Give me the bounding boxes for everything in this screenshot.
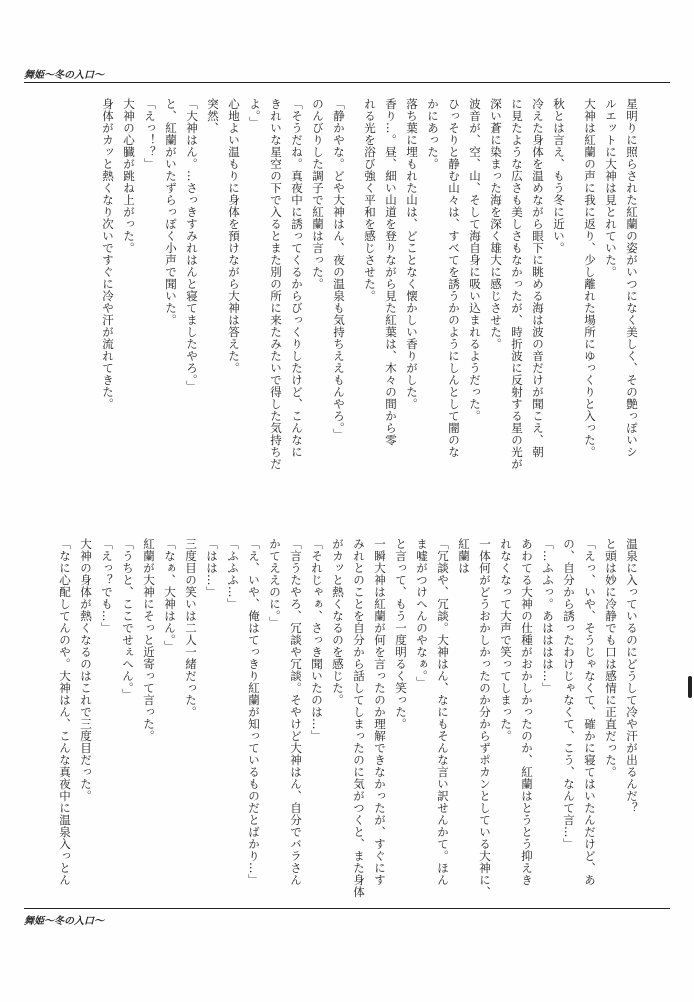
text-line: 「冗談や、冗談。大神はん、なにもそんな言い訳せんかて。ほん [436, 538, 450, 886]
text-line: 心地よい温もりに身体を預けながら大神は答えた。 [227, 98, 241, 374]
text-line: あわてる大神の仕種がおかしかったのか、紅蘭はとうとう抑えき [520, 538, 534, 886]
running-header: 舞姫〜冬の入口〜 [24, 70, 104, 81]
text-line: みれとのことを自分から話してしまったのに気がつくと、また身体 [352, 538, 366, 898]
text-line: 香り…。昼、細い山道を登りながら見た紅葉は、木々の間から零 [384, 98, 398, 446]
text-line: 大神の身体が熱くなるのはこれで三度目だった。 [79, 538, 93, 802]
text-line: 一瞬大神は紅蘭が何を言ったのか理解できなかったが、すぐにす [373, 538, 387, 886]
lower-text-block [58, 538, 642, 898]
text-line: がカッと熱くなるのを感じた。 [331, 538, 345, 706]
text-line: 「言うたやろ、冗談や冗談。そやけど大神はん、自分でバラさん [289, 538, 303, 886]
text-line: 「はは…」 [205, 538, 219, 598]
text-line: 大神の心臓が跳ね上がった。 [122, 98, 136, 254]
text-line [349, 98, 359, 470]
text-line: 紅蘭が大神にそっと近寄って言った。 [142, 538, 156, 742]
text-line: 身体がカッと熱くなり次いですぐに冷や汗が流れてきた。 [101, 98, 115, 410]
text-line: 「うちと、ここでせぇへん。」 [121, 538, 135, 701]
text-line: の、自分から誘ったわけじゃなくて、こう、なんて言…」 [562, 538, 576, 850]
footer-rule [24, 908, 670, 909]
page-edge-mark [688, 676, 692, 698]
text-line: 温泉に入っているのにどうして冷や汗が出るんだ？ [625, 538, 639, 814]
text-line: のんびりした調子で紅蘭は言った。 [311, 98, 325, 290]
text-line: 波音が、空、山、そして海自身に吸い込まれるようだった。 [468, 98, 482, 422]
text-line: かてええのに。」 [268, 538, 282, 629]
text-line: 秋とは言え、もう冬に近い。 [552, 98, 566, 254]
text-line: よ。」 [248, 98, 262, 129]
upper-text-block [44, 98, 642, 470]
text-line: 「そうだね。真夜中に誘ってくるからびっくりしたけど、こんなに [290, 98, 304, 458]
text-line: きれいな星空の下で入るとまた別の所に来たみたいで得した気持ちだ [269, 98, 283, 470]
text-line: ま嘘がつけへんのやなぁ。」 [415, 538, 429, 689]
text-line: かにあった。 [426, 98, 440, 170]
text-line: に見たような広さも美しさもなかったが、時折波に反射する星の光が [510, 98, 524, 470]
text-line: 紅蘭は [457, 538, 471, 574]
text-line: 「なぁ、大神はん。」 [163, 538, 177, 653]
text-line: 「それじゃぁ、さっき聞いたのは…」 [310, 538, 324, 742]
text-line: 「えっ、いや、そうじゃなくて、確かに寝てはいたんだけど、あ [583, 538, 597, 886]
text-line: 冷えた身体を温めながら眼下に眺める海は波の音だけが聞こえ、朝 [531, 98, 545, 458]
text-line: 「なに心配してんのや。大神はん、こんな真夜中に温泉入っとん [58, 538, 72, 886]
text-line: 落ち葉に埋もれた山は、どことなく懐かしい香りがした。 [405, 98, 419, 410]
text-line: 星明りに照らされた紅蘭の姿がいつになく美しく、その艶っぽいシ [625, 98, 639, 458]
text-line: 「大神はん。…さっきすみれはんと寝てましたやろ。」 [185, 98, 199, 393]
text-line: れなくなって大声で笑ってしまった。 [499, 538, 513, 742]
text-line: ひっそりと静む山々は、すべてを誘うかのようにしんとして闇のな [447, 98, 461, 458]
text-line: 大神は紅蘭の声に我に返り、少し離れた場所にゆっくりと入った。 [583, 98, 597, 458]
text-line: 一体何がどうおかしかったのか分からずポカンとしている大神に、 [478, 538, 492, 898]
text-line: れる光を浴び強く平和を感じさせた。 [363, 98, 377, 302]
text-line: ルエットに大神は見とれていた。 [604, 98, 618, 278]
text-line: 「えっ？でも…」 [100, 538, 114, 634]
text-line [569, 98, 579, 470]
text-line: と言って、もう一度明るく笑った。 [394, 538, 408, 730]
text-line: 「静かやな。どや大神はん、夜の温泉も気持ちええもんやろ。」 [332, 98, 346, 441]
text-line: 「…ふふっ。あはははは…」 [541, 538, 555, 694]
header-rule [24, 82, 670, 83]
text-line: と頭は妙に冷静でも口は感情に正直だった。 [604, 538, 618, 778]
text-line: 「えっ！？」 [143, 98, 157, 170]
running-footer: 舞姫〜冬の入口〜 [24, 916, 104, 927]
text-line: 三度目の笑いは二人一緒だった。 [184, 538, 198, 718]
text-line: と、紅蘭がいたずらっぽく小声で聞いた。 [164, 98, 178, 326]
text-line: 「ふふふ…」 [226, 538, 240, 610]
text-line: 「え、いや、俺はてっきり紅蘭が知っているものだとばかり…」 [247, 538, 261, 886]
text-line: 深い蒼に染まった海を深く雄大に感じさせた。 [489, 98, 503, 350]
text-line: 突然、 [206, 98, 220, 134]
